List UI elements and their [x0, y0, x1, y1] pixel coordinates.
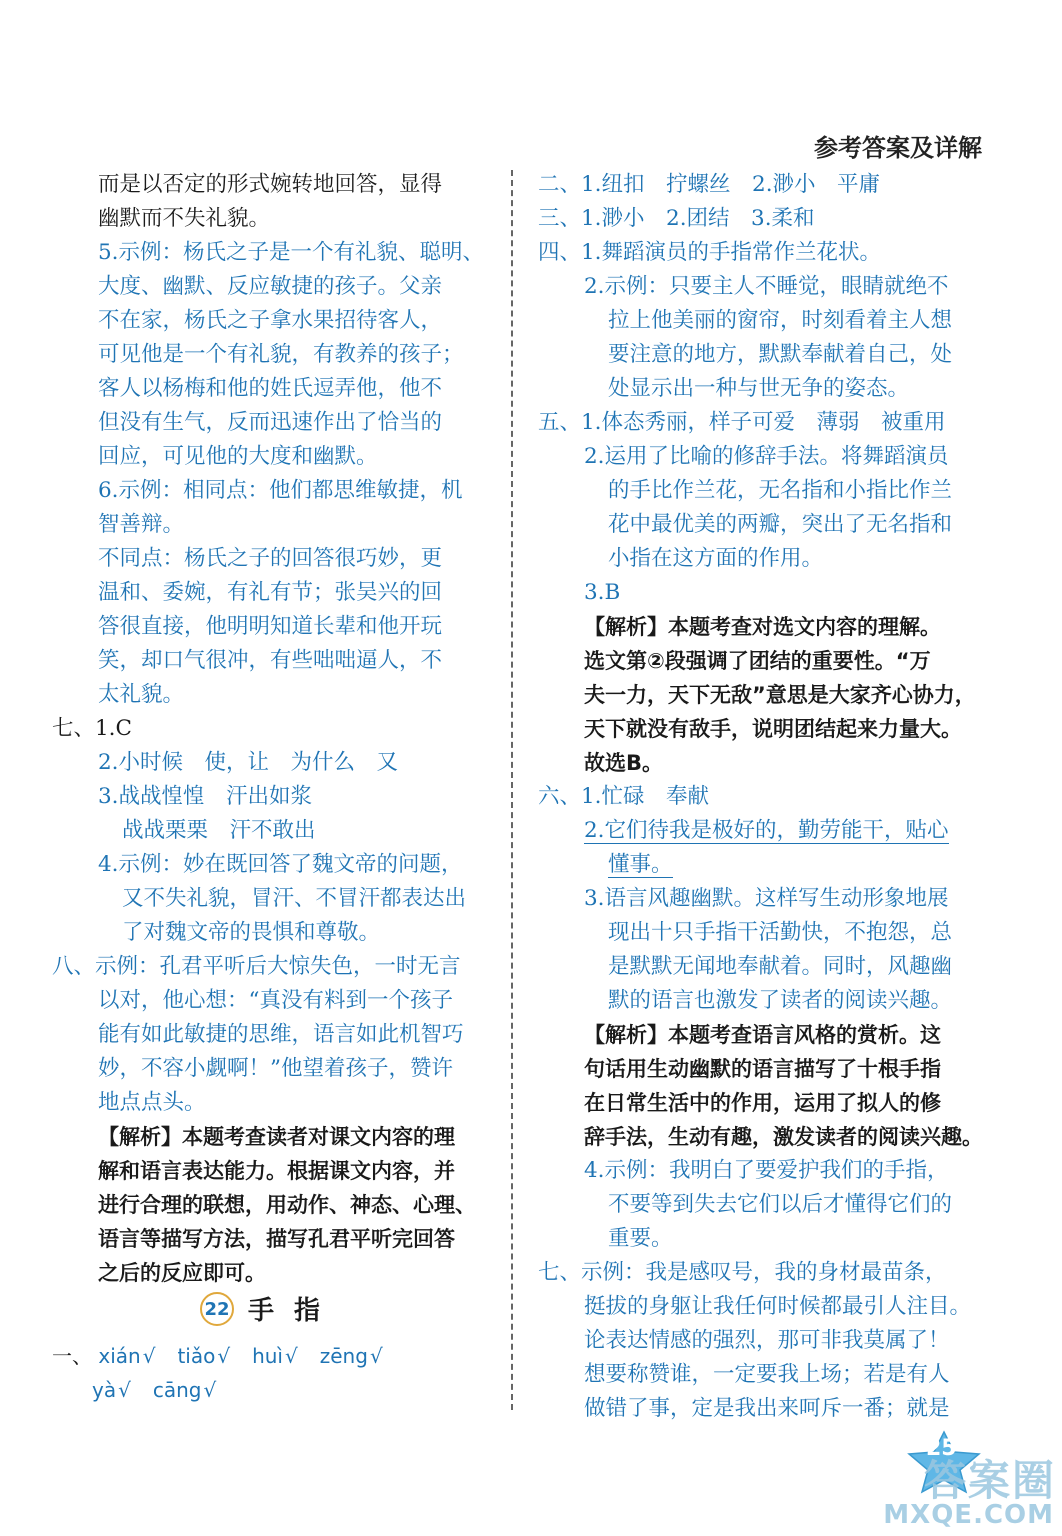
text-line-content: 2.示例：只要主人不睡觉，眼睛就绝不	[584, 274, 949, 299]
check-icon: √	[369, 1344, 383, 1368]
text-line	[52, 1222, 500, 1256]
text-line	[538, 338, 990, 372]
text-line-content: 夫一力，天下无敌”意思是大家齐心协力，	[584, 683, 976, 707]
text-line	[52, 678, 500, 712]
text-line	[538, 270, 990, 304]
text-line	[52, 168, 500, 202]
text-line	[52, 848, 500, 882]
text-line-content: 的手比作兰花，无名指和小指比作兰	[608, 478, 953, 503]
text-line	[538, 950, 990, 984]
text-line	[538, 848, 990, 882]
text-line	[52, 882, 500, 916]
text-line-content: 但没有生气，反而迅速作出了恰当的	[98, 410, 443, 435]
text-line	[52, 712, 500, 746]
text-line-content: 天下就没有敌手，说明团结起来力量大。	[584, 717, 962, 741]
text-line-content: 辞手法，生动有趣，激发读者的阅读兴趣。	[584, 1125, 983, 1149]
text-line	[538, 882, 990, 916]
text-line	[538, 814, 990, 848]
text-line-content: 七、1.C	[52, 716, 132, 741]
text-line	[538, 644, 990, 678]
text-line	[538, 746, 990, 780]
text-line-content: 想要称赞谁，一定要我上场；若是有人	[584, 1362, 950, 1387]
text-line	[538, 1154, 990, 1188]
text-line	[52, 576, 500, 610]
text-line-content: 温和、委婉，有礼有节；张吴兴的回	[98, 580, 443, 605]
text-line-content: 默的语言也激发了读者的阅读兴趣。	[608, 988, 953, 1013]
text-line	[538, 780, 990, 814]
lesson-number-badge: 22	[200, 1292, 234, 1326]
check-icon: √	[285, 1344, 298, 1368]
text-line	[538, 304, 990, 338]
text-line-content: 论表达情感的强烈，那可非我莫属了！	[584, 1328, 950, 1353]
text-line	[538, 1018, 990, 1052]
page-header: 参考答案及详解	[814, 133, 982, 162]
text-line	[538, 916, 990, 950]
text-line-content: 大度、幽默、反应敏捷的孩子。父亲	[98, 274, 443, 299]
column-divider	[511, 170, 513, 1410]
text-line-content: 五、1.体态秀丽，样子可爱 薄弱 被重用	[538, 410, 946, 435]
text-line	[538, 236, 990, 270]
text-line	[52, 1154, 500, 1188]
text-line-content: 选文第②段强调了团结的重要性。“万	[584, 649, 931, 673]
text-line-content: 2.运用了比喻的修辞手法。将舞蹈演员	[584, 444, 949, 469]
text-line	[538, 372, 990, 406]
text-line-content: 太礼貌。	[98, 682, 185, 707]
lesson-title-text: 手指	[248, 1296, 341, 1326]
text-line	[538, 678, 990, 712]
text-line	[538, 542, 990, 576]
text-line	[52, 1256, 500, 1290]
text-line-content: 了对魏文帝的畏惧和尊敬。	[122, 920, 381, 945]
text-line	[52, 338, 500, 372]
text-line-content: 之后的反应即可。	[98, 1261, 266, 1285]
text-line-content: 懂事。	[608, 852, 673, 877]
text-line	[52, 780, 500, 814]
text-line-content: 幽默而不失礼貌。	[98, 206, 271, 231]
text-line	[52, 508, 500, 542]
text-line	[538, 1188, 990, 1222]
text-line-content: 【解析】本题考查语言风格的赏析。这	[584, 1023, 941, 1047]
text-line	[52, 270, 500, 304]
text-line-content: 不要等到失去它们以后才懂得它们的	[608, 1192, 953, 1217]
text-line-content: 6.示例：相同点：他们都思维敏捷，机	[98, 478, 463, 503]
watermark-top: 答案圈	[923, 1456, 1056, 1505]
text-line-content: 重要。	[608, 1226, 673, 1251]
check-icon: √	[203, 1378, 217, 1402]
watermark-bottom: MXQE.COM	[883, 1500, 1054, 1530]
pinyin-answer: cāng	[152, 1378, 202, 1402]
text-line	[52, 1188, 500, 1222]
text-line	[52, 1052, 500, 1086]
text-line	[52, 746, 500, 780]
text-line-content: 语言等描写方法，描写孔君平听完回答	[98, 1227, 455, 1251]
text-line	[52, 474, 500, 508]
text-line	[538, 168, 990, 202]
text-line-content: 又不失礼貌，冒汗、不冒汗都表达出	[122, 886, 467, 911]
text-line-content: 要注意的地方，默默奉献着自己，处	[608, 342, 953, 367]
page-number: 25	[926, 1436, 957, 1461]
pinyin-answer: tiǎo	[177, 1344, 216, 1368]
text-line	[538, 406, 990, 440]
text-line-content: 不在家，杨氏之子拿水果招待客人，	[98, 308, 443, 333]
text-line-content: 是默默无闻地奉献着。同时，风趣幽	[608, 954, 953, 979]
text-line-content: 2.小时候 使，让 为什么 又	[98, 750, 399, 775]
text-line-content: 解和语言表达能力。根据课文内容，并	[98, 1159, 455, 1183]
right-column	[538, 168, 990, 1426]
text-line-content: 七、示例：我是感叹号，我的身材最苗条，	[538, 1260, 947, 1285]
pinyin-row-1	[52, 1340, 405, 1374]
check-icon: √	[217, 1344, 231, 1368]
text-line	[52, 202, 500, 236]
text-line	[52, 406, 500, 440]
text-line-content: 【解析】本题考查读者对课文内容的理	[98, 1125, 455, 1149]
text-line	[538, 474, 990, 508]
text-line	[538, 1086, 990, 1120]
pinyin-answer: zēng	[319, 1344, 368, 1368]
text-line	[538, 1358, 990, 1392]
text-line-content: 能有如此敏捷的思维，语言如此机智巧	[98, 1022, 464, 1047]
text-line	[538, 1324, 990, 1358]
text-line-content: 3.战战惶惶 汗出如浆	[98, 784, 313, 809]
left-column	[52, 168, 500, 1290]
text-line-content: 处显示出一种与世无争的姿态。	[608, 376, 910, 401]
text-line	[538, 576, 990, 610]
text-line-content: 3.B	[584, 580, 621, 605]
pinyin-answer: huì	[252, 1344, 283, 1368]
check-icon: √	[142, 1344, 156, 1368]
text-line-content: 挺拔的身躯让我任何时候都最引人注目。	[584, 1294, 972, 1319]
pinyin-row-2	[52, 1374, 405, 1408]
check-icon: √	[118, 1378, 131, 1402]
text-line	[538, 202, 990, 236]
text-line-content: 进行合理的联想，用动作、神态、心理、	[98, 1193, 476, 1217]
text-line-content: 六、1.忙碌 奉献	[538, 784, 710, 809]
text-line-content: 花中最优美的两瓣，突出了无名指和	[608, 512, 953, 537]
text-line	[52, 610, 500, 644]
pinyin-answer: xián	[98, 1344, 141, 1368]
text-line-content: 不同点：杨氏之子的回答很巧妙，更	[98, 546, 443, 571]
text-line	[538, 712, 990, 746]
text-line-content: 笑，却口气很冲，有些咄咄逼人，不	[98, 648, 443, 673]
text-line	[52, 916, 500, 950]
text-line	[52, 440, 500, 474]
text-line	[538, 1222, 990, 1256]
text-line	[538, 1290, 990, 1324]
text-line-content: 【解析】本题考查对选文内容的理解。	[584, 615, 941, 639]
text-line-content: 八、示例：孔君平听后大惊失色，一时无言	[52, 954, 461, 979]
text-line-content: 现出十只手指干活勤快，不抱怨，总	[608, 920, 953, 945]
text-line	[52, 1018, 500, 1052]
text-line	[538, 440, 990, 474]
text-line-content: 而是以否定的形式婉转地回答，显得	[98, 172, 443, 197]
text-line-content: 四、1.舞蹈演员的手指常作兰花状。	[538, 240, 882, 265]
text-line-content: 智善辩。	[98, 512, 185, 537]
text-line-content: 4.示例：妙在既回答了魏文帝的问题，	[98, 852, 463, 877]
text-line	[538, 610, 990, 644]
text-line-content: 客人以杨梅和他的姓氏逗弄他，他不	[98, 376, 443, 401]
text-line-content: 地点点头。	[98, 1090, 206, 1115]
text-line	[538, 508, 990, 542]
text-line	[52, 542, 500, 576]
text-line	[538, 1392, 990, 1426]
pinyin-answer: yà	[92, 1378, 117, 1402]
text-line-content: 5.示例：杨氏之子是一个有礼貌、聪明、	[98, 240, 485, 265]
text-line-content: 故选B。	[584, 751, 664, 775]
text-line-content: 二、1.纽扣 拧螺丝 2.渺小 平庸	[538, 172, 881, 197]
text-line	[538, 1120, 990, 1154]
text-line-content: 在日常生活中的作用，运用了拟人的修	[584, 1091, 941, 1115]
watermark-logo	[880, 1448, 1060, 1534]
text-line	[538, 1052, 990, 1086]
pinyin-answers	[52, 1340, 405, 1408]
text-line-content: 3.语言风趣幽默。这样写生动形象地展	[584, 886, 949, 911]
text-line-content: 战战栗栗 汗不敢出	[122, 818, 316, 843]
text-line-content: 4.示例：我明白了要爱护我们的手指，	[584, 1158, 949, 1183]
lesson-title	[200, 1290, 340, 1327]
text-line-content: 答很直接，他明明知道长辈和他开玩	[98, 614, 443, 639]
text-line	[52, 950, 500, 984]
text-line-content: 三、1.渺小 2.团结 3.柔和	[538, 206, 815, 231]
text-line	[52, 1086, 500, 1120]
text-line-content: 可见他是一个有礼貌，有教养的孩子；	[98, 342, 464, 367]
text-line-content: 句话用生动幽默的语言描写了十根手指	[584, 1057, 941, 1081]
text-line-content: 做错了事，定是我出来呵斥一番；就是	[584, 1396, 950, 1421]
text-line	[52, 814, 500, 848]
text-line-content: 妙，不容小觑啊！”他望着孩子，赞许	[98, 1056, 453, 1081]
text-line	[52, 644, 500, 678]
text-line-content: 以对，他心想：“真没有料到一个孩子	[98, 988, 453, 1013]
text-line-content: 回应，可见他的大度和幽默。	[98, 444, 378, 469]
text-line-content: 2.它们待我是极好的，勤劳能干，贴心	[584, 818, 949, 843]
text-line	[538, 984, 990, 1018]
text-line	[52, 236, 500, 270]
text-line	[52, 1120, 500, 1154]
text-line-content: 小指在这方面的作用。	[608, 546, 824, 571]
section-label: 一、	[52, 1344, 92, 1368]
text-line	[52, 372, 500, 406]
text-line-content: 拉上他美丽的窗帘，时刻看着主人想	[608, 308, 953, 333]
text-line	[52, 304, 500, 338]
text-line	[538, 1256, 990, 1290]
text-line	[52, 984, 500, 1018]
